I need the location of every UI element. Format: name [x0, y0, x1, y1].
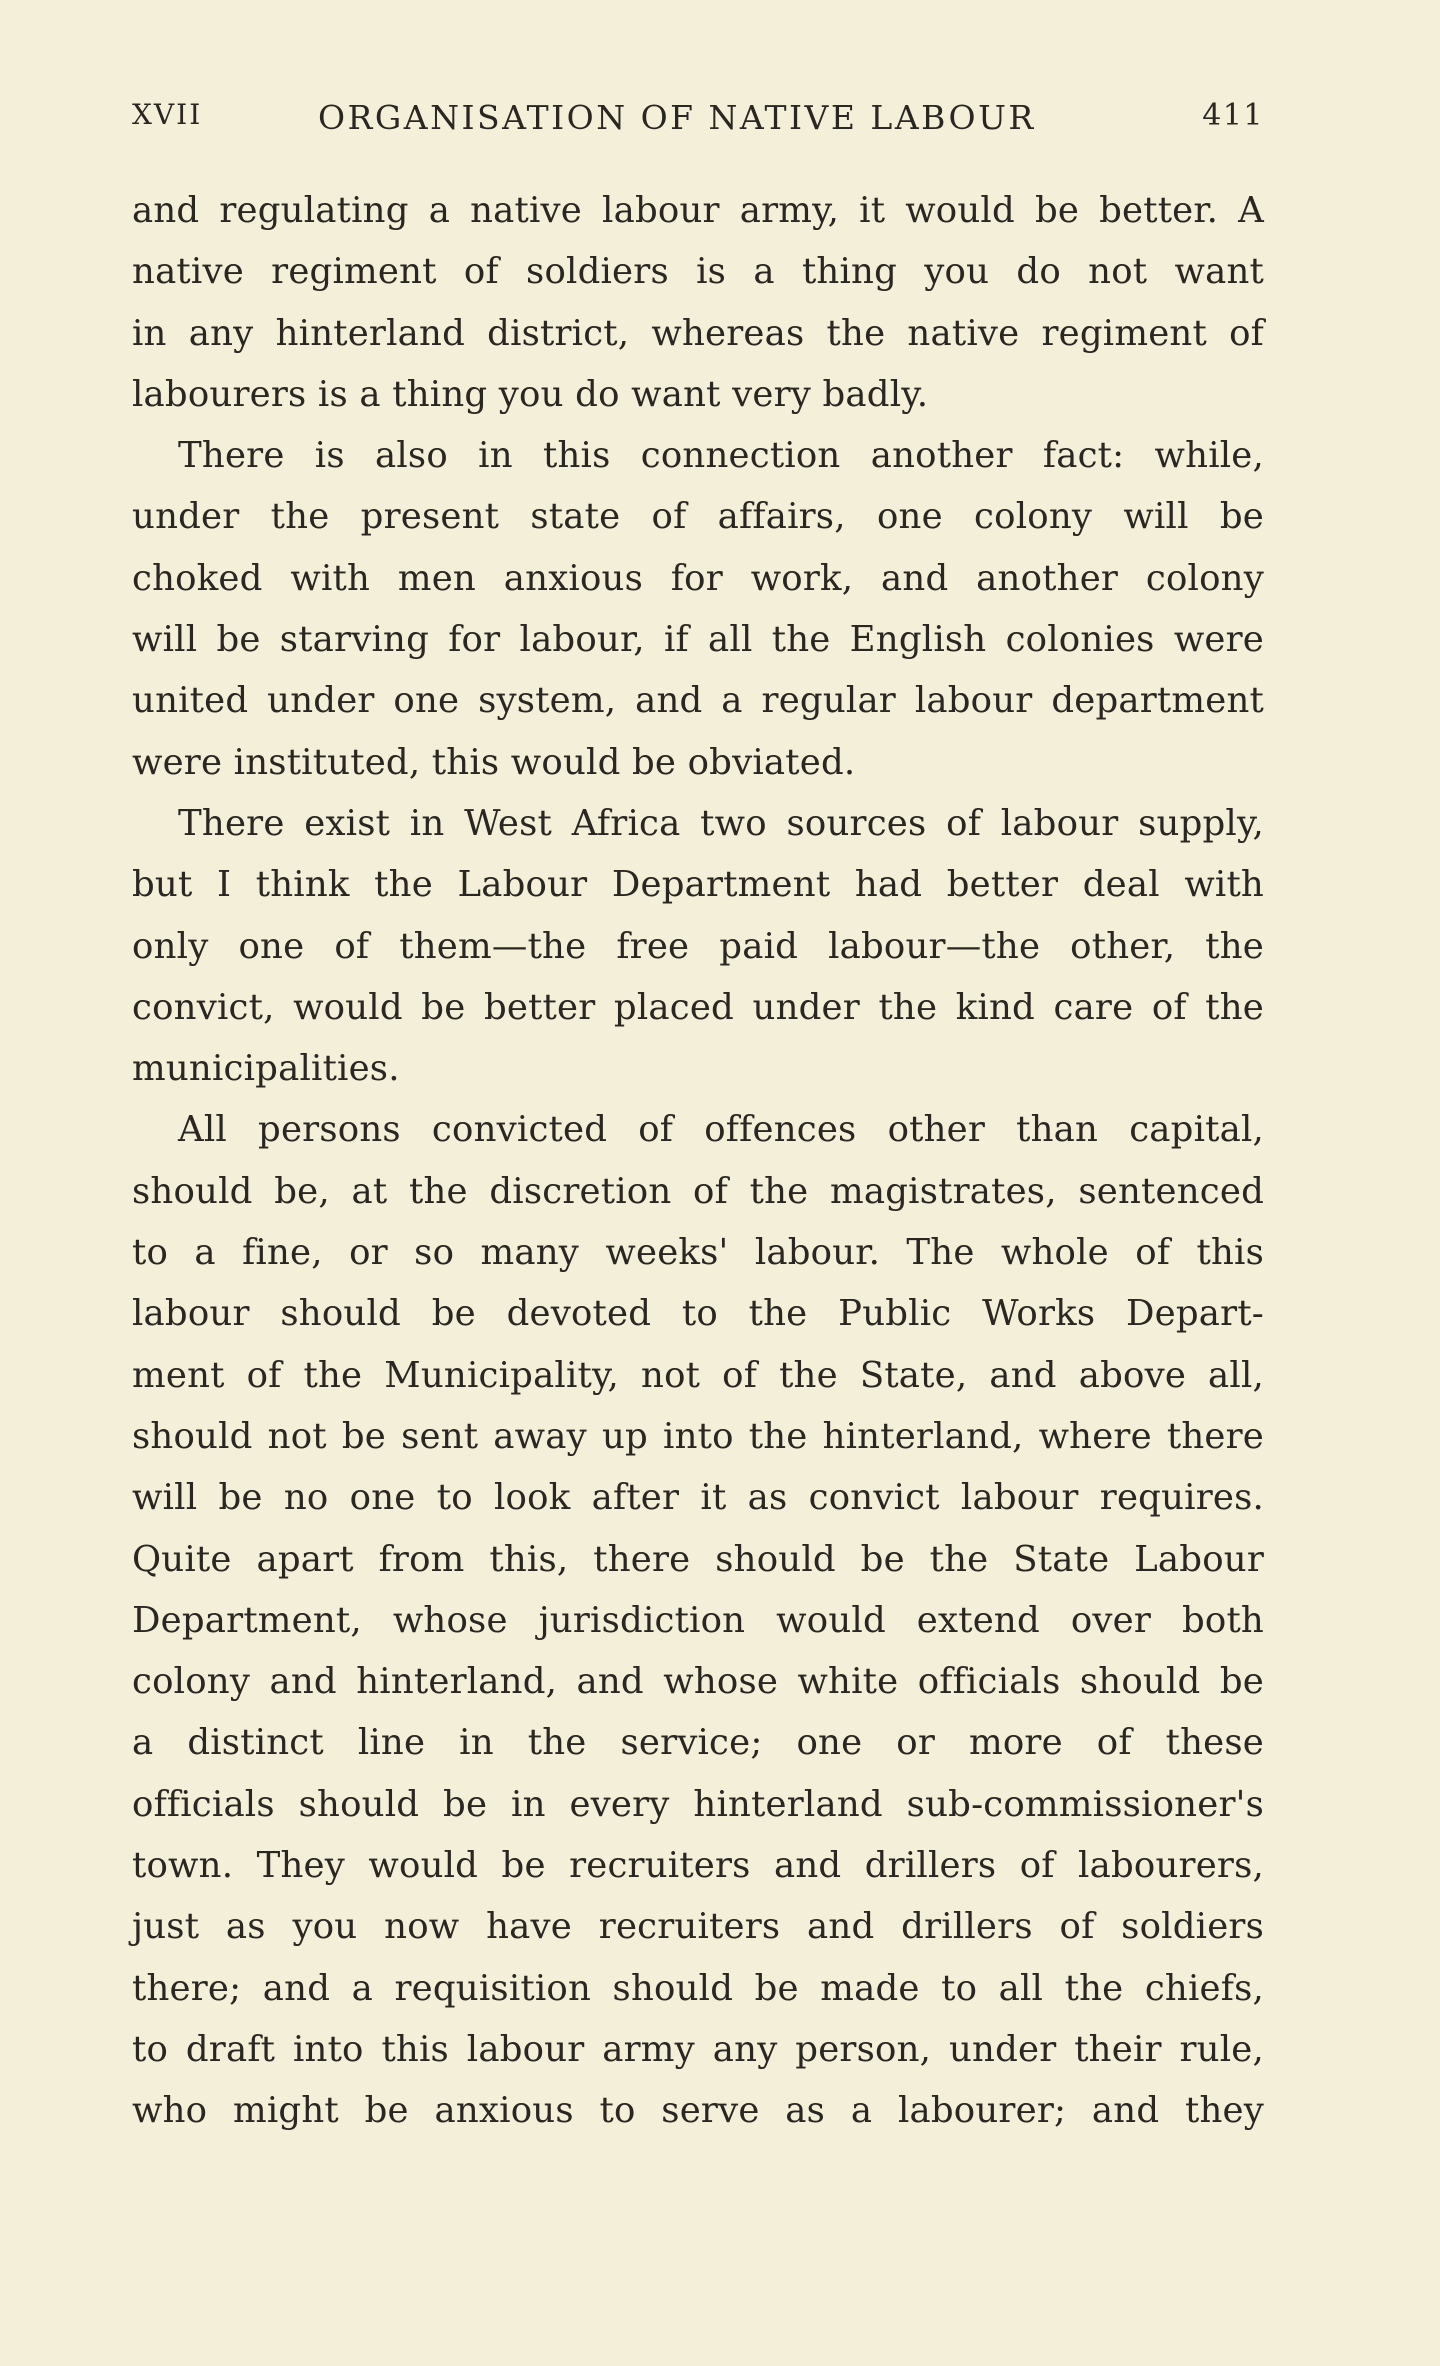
text-line: there; and a requisition should be made to all the chiefs,	[132, 1967, 1264, 2009]
running-head	[132, 98, 1264, 150]
text-line: native regiment of soldiers is a thing you do not want	[132, 251, 1264, 293]
text-line: in any hinterland district, whereas the native regiment of	[132, 312, 1264, 354]
paragraph-end-line: were instituted, this would be obviated.	[132, 741, 856, 783]
body-text	[132, 180, 1264, 2142]
text-line: ment of the Municipality, not of the State, and above all,	[132, 1354, 1264, 1396]
text-line: but I think the Labour Department had better deal with	[132, 864, 1264, 906]
text-line: town. They would be recruiters and drillers of labourers,	[132, 1845, 1264, 1887]
text-line: choked with men anxious for work, and another colony	[132, 557, 1264, 599]
text-line: will be no one to look after it as convict labour requires.	[132, 1477, 1264, 1519]
text-line: just as you now have recruiters and drillers of soldiers	[132, 1906, 1264, 1948]
text-line: Department, whose jurisdiction would extend over both	[132, 1599, 1264, 1641]
running-title: ORGANISATION OF NATIVE LABOUR	[318, 98, 1036, 137]
text-line: who might be anxious to serve as a labourer; and they	[132, 2090, 1264, 2132]
chapter-number: XVII	[132, 98, 203, 131]
text-line: a distinct line in the service; one or more of these	[132, 1722, 1264, 1764]
text-line: convict, would be better placed under the kind care of the	[132, 986, 1264, 1028]
text-line: to a fine, or so many weeks' labour. The whole of this	[132, 1232, 1264, 1274]
text-line: should not be sent away up into the hinterland, where there	[132, 1415, 1264, 1457]
text-line: officials should be in every hinterland sub-commissioner's	[132, 1783, 1264, 1825]
paragraph-start-line: There exist in West Africa two sources of labour supply,	[178, 802, 1264, 844]
text-line: colony and hinterland, and whose white officials should be	[132, 1661, 1264, 1703]
paragraph-start-line: All persons convicted of offences other than capital,	[178, 1109, 1264, 1151]
text-line: under the present state of affairs, one colony will be	[132, 496, 1264, 538]
text-line: and regulating a native labour army, it would be better. A	[132, 190, 1264, 231]
paragraph-end-line: labourers is a thing you do want very badly.	[132, 373, 929, 415]
text-line: united under one system, and a regular labour department	[132, 680, 1264, 722]
text-line: should be, at the discretion of the magistrates, sentenced	[132, 1170, 1264, 1212]
paragraph-start-line: There is also in this connection another fact: while,	[178, 435, 1264, 477]
text-line: labour should be devoted to the Public Works Depart-	[132, 1293, 1264, 1335]
text-line: will be starving for labour, if all the English colonies were	[132, 619, 1264, 661]
text-line: to draft into this labour army any person, under their rule,	[132, 2028, 1264, 2070]
page-number: 411	[1202, 98, 1264, 133]
paragraph-end-line: municipalities.	[132, 1048, 400, 1090]
text-line: only one of them—the free paid labour—the other, the	[132, 925, 1264, 967]
text-line: Quite apart from this, there should be the State Labour	[132, 1538, 1264, 1580]
